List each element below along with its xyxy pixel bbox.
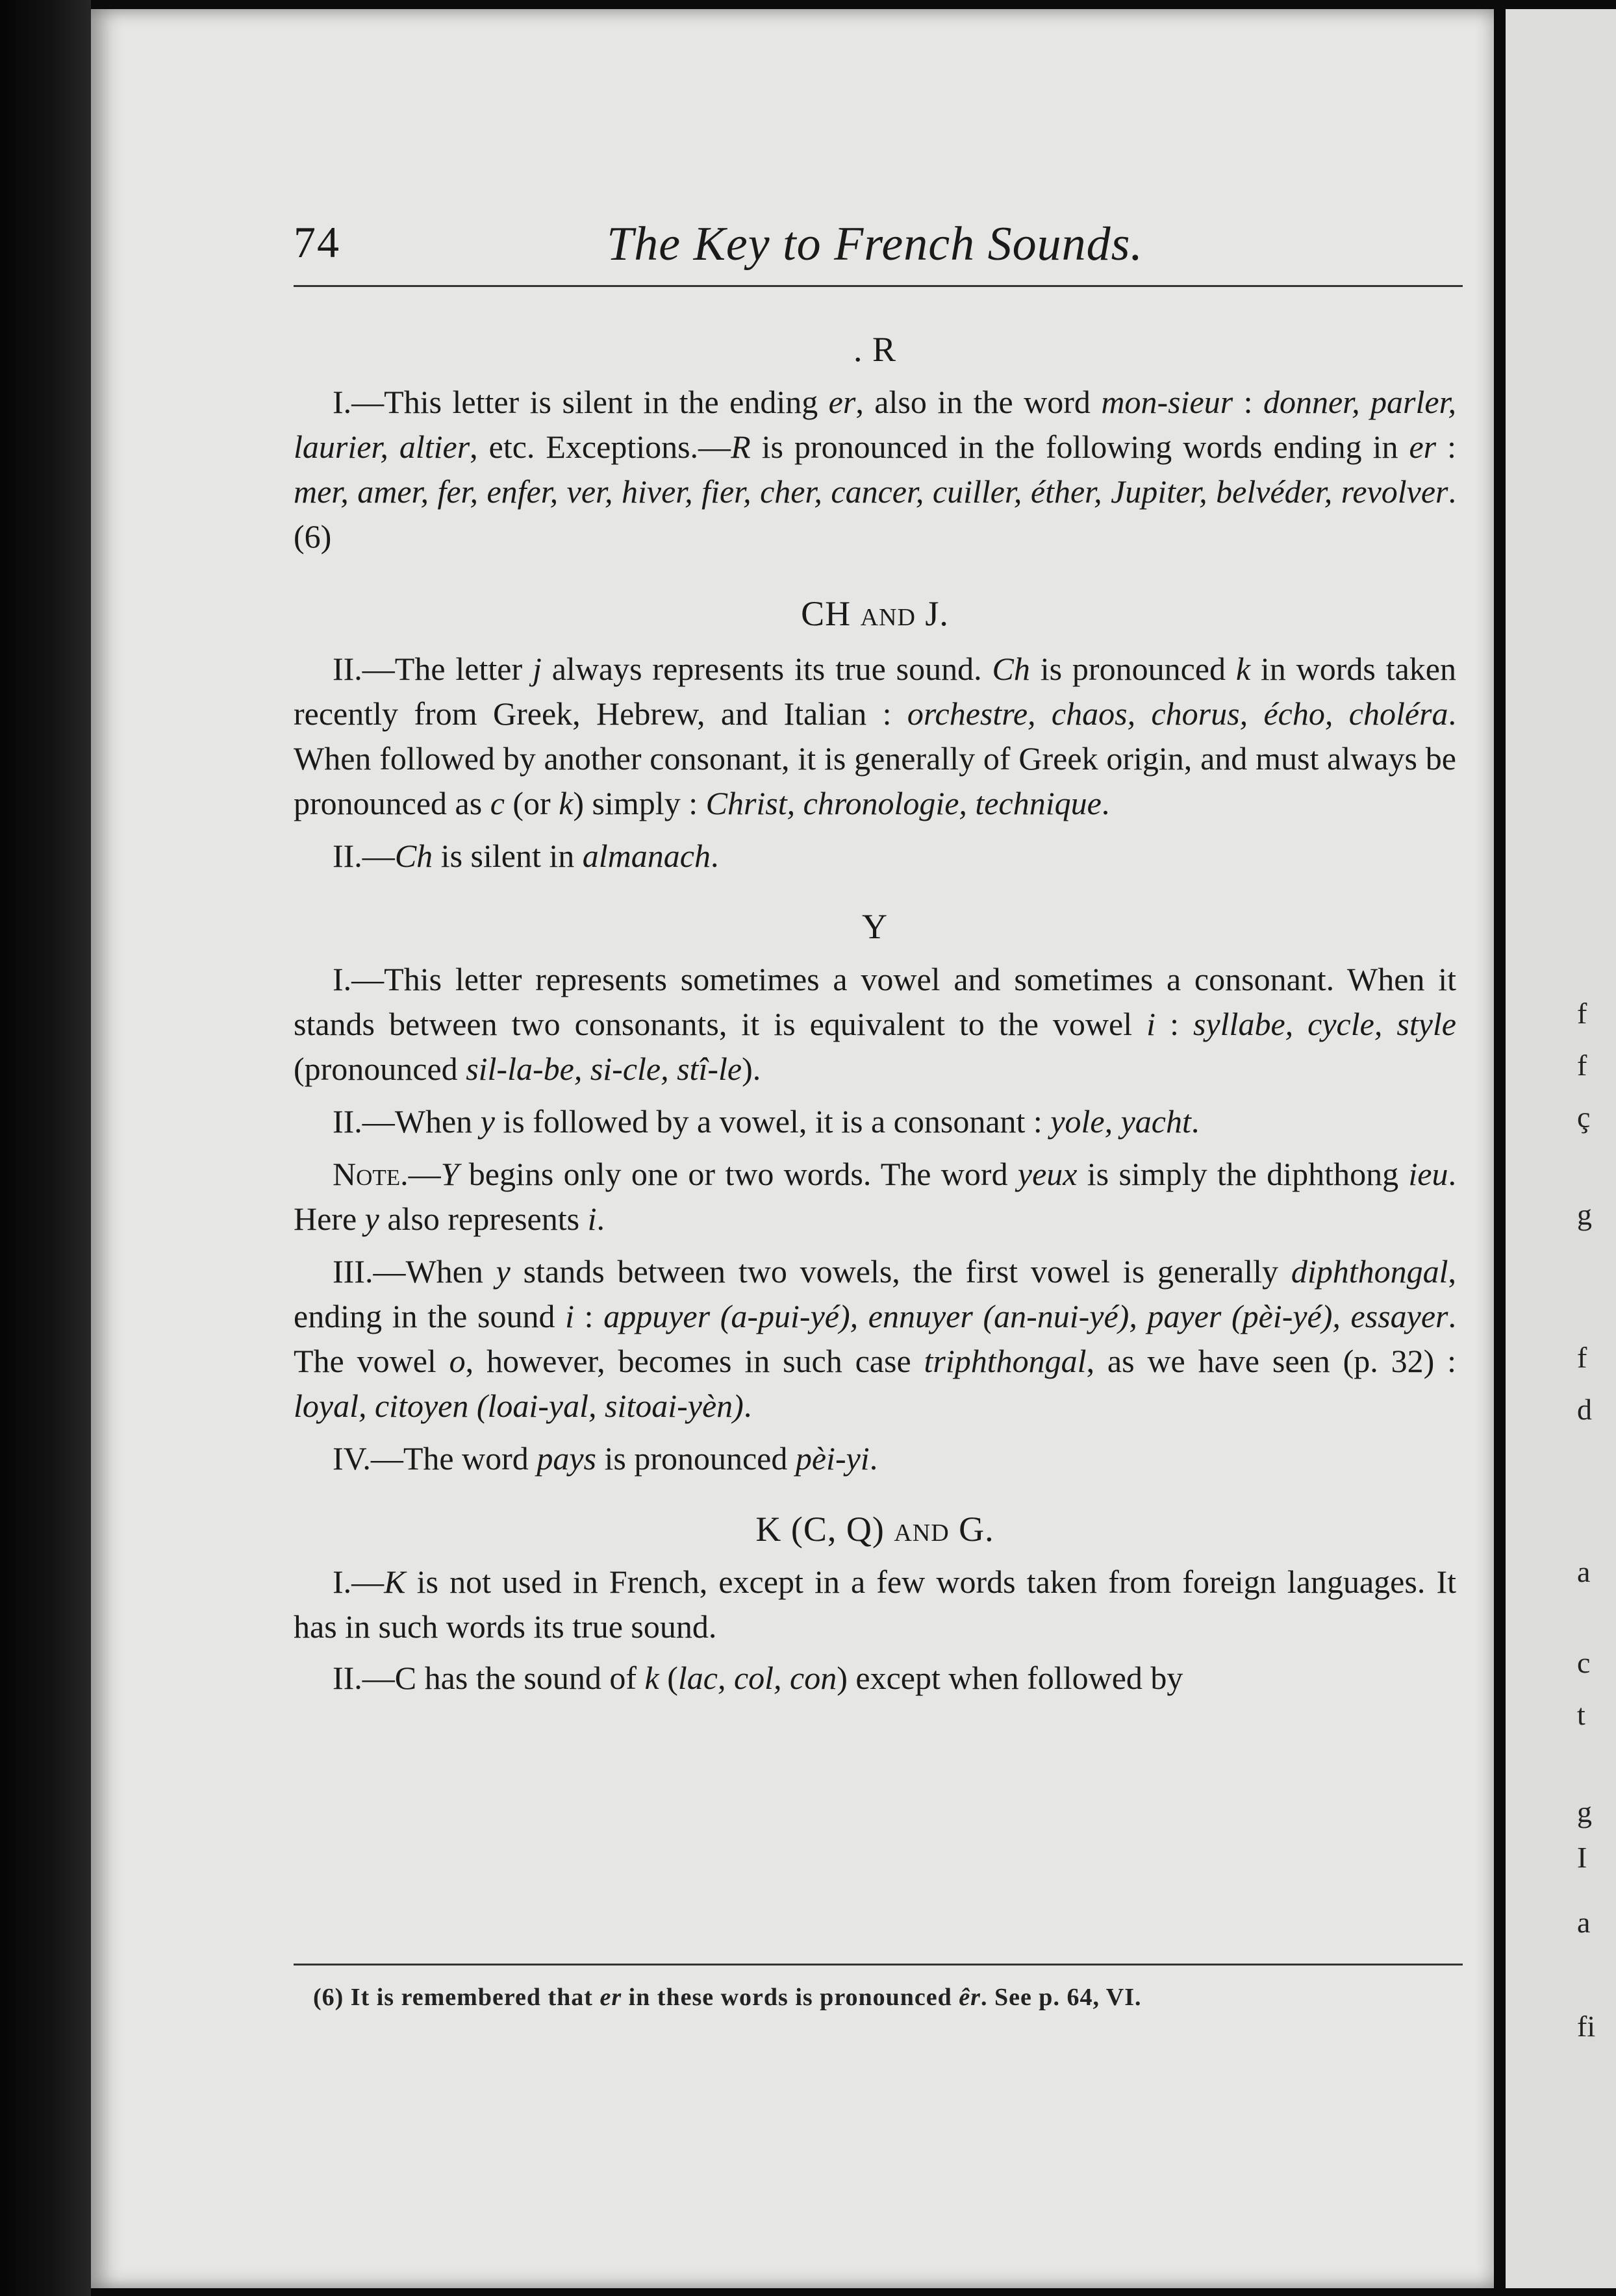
- paragraph-y-note: [294, 1152, 1456, 1242]
- italic-text: Christ, chronologie, technique: [705, 785, 1102, 821]
- paragraph-y-3: [294, 1249, 1456, 1429]
- italic-text: donner, parler, laurier, altier: [294, 384, 1456, 465]
- italic-text: k: [644, 1660, 659, 1696]
- text-run: .: [1191, 1103, 1200, 1140]
- text-run: (or: [504, 785, 559, 821]
- text-run: I.—: [333, 1564, 385, 1600]
- section-heading-k: [294, 1507, 1456, 1552]
- text-run: , ending in the sound: [294, 1253, 1457, 1334]
- adjacent-page-fragment: a: [1577, 1555, 1591, 1588]
- text-run: IV.—The word: [333, 1440, 537, 1477]
- text-run: is pronounced: [596, 1440, 796, 1477]
- text-run: ).: [742, 1051, 761, 1087]
- page-number: 74: [294, 218, 340, 267]
- text-run: . The vowel: [294, 1298, 1456, 1379]
- text-run: always represents its true sound.: [541, 651, 992, 687]
- italic-text: pays: [537, 1440, 596, 1477]
- text-run: is pronounced: [1029, 651, 1236, 687]
- text-run: :: [574, 1298, 604, 1334]
- section-heading-r: . R: [853, 330, 897, 369]
- adjacent-page-fragment: t: [1577, 1698, 1585, 1731]
- heading-ch-end: J.: [925, 594, 949, 633]
- text-run: —: [408, 1156, 441, 1192]
- text-run: . When followed by another consonant, it is generally of Greek origin, and must always be pronounced as: [294, 695, 1456, 821]
- italic-text: o: [449, 1343, 466, 1379]
- italic-text: yole, yacht: [1050, 1103, 1191, 1140]
- text-run: :: [1155, 1006, 1194, 1042]
- paragraph-ch-2: [294, 834, 1456, 879]
- italic-text: mon-sieur: [1101, 384, 1233, 420]
- paragraph-r-1: [294, 380, 1456, 559]
- text-run: .: [869, 1440, 878, 1477]
- italic-text: diphthongal: [1291, 1253, 1448, 1290]
- text-run: . See p. 64, VI.: [980, 1984, 1142, 2011]
- note-text: [294, 1156, 1456, 1237]
- text-run: is followed by a vowel, it is a consonant :: [494, 1103, 1051, 1140]
- italic-text: K: [384, 1564, 406, 1600]
- note-label: Note.: [333, 1156, 409, 1192]
- book-page: [91, 9, 1494, 2288]
- italic-text: k: [559, 785, 574, 821]
- text-run: is silent in: [433, 838, 583, 874]
- section-heading-ch: [294, 592, 1456, 636]
- italic-text: Y: [440, 1156, 459, 1192]
- italic-text: ieu: [1408, 1156, 1448, 1192]
- italic-text: Ch: [992, 651, 1030, 687]
- italic-text: er: [1409, 429, 1437, 465]
- italic-text: êr: [959, 1984, 981, 2011]
- heading-k-end: G.: [959, 1510, 994, 1549]
- adjacent-page-fragment: I: [1577, 1841, 1587, 1874]
- text-run: , however, becomes in such case: [465, 1343, 924, 1379]
- adjacent-page-fragment: g: [1577, 1795, 1592, 1828]
- italic-text: y: [480, 1103, 495, 1140]
- italic-text: R: [731, 429, 751, 465]
- adjacent-page-fragment: a: [1577, 1906, 1591, 1939]
- italic-text: y: [364, 1201, 379, 1237]
- italic-text: c: [490, 785, 505, 821]
- heading-ch-main: CH: [801, 594, 852, 633]
- heading-ch-and: and: [860, 594, 916, 633]
- paragraph-y-1: [294, 957, 1456, 1092]
- body-text: [294, 327, 1456, 1701]
- text-run: ) except when followed by: [837, 1660, 1183, 1696]
- running-title: The Key to French Sounds.: [607, 218, 1143, 271]
- italic-text: er: [828, 384, 856, 420]
- italic-text: pèi-yi: [795, 1440, 870, 1477]
- text-run: , as we have seen (p. 32) :: [1086, 1343, 1457, 1379]
- paragraph-k-2: [294, 1656, 1456, 1701]
- text-run: also represents: [379, 1201, 588, 1237]
- text-run: ) simply :: [573, 785, 706, 821]
- text-run: :: [1436, 429, 1456, 465]
- adjacent-page-fragment: c: [1577, 1646, 1591, 1679]
- adjacent-page-fragment: f: [1577, 997, 1587, 1030]
- italic-text: yeux: [1017, 1156, 1078, 1192]
- text-run: is pronounced in the following words ending in: [750, 429, 1409, 465]
- italic-text: y: [496, 1253, 511, 1290]
- adjacent-page-fragment: f: [1577, 1049, 1587, 1082]
- text-run: , also in the word: [855, 384, 1102, 420]
- italic-text: Ch: [394, 838, 433, 874]
- italic-text: i: [587, 1201, 597, 1237]
- heading-k-and: and: [894, 1510, 950, 1549]
- text-run: .: [710, 838, 719, 874]
- scan-left-edge: [0, 0, 91, 2296]
- text-run: in words taken recently from Greek, Hebrew, and Italian :: [294, 651, 1456, 732]
- text-run: begins only one or two words. The word: [459, 1156, 1018, 1192]
- adjacent-page-edge: [1506, 9, 1616, 2288]
- adjacent-page-fragment: g: [1577, 1198, 1592, 1231]
- italic-text: appuyer (a-pui-yé), ennuyer (an-nui-yé), payer (pèi-yé), essayer: [603, 1298, 1448, 1334]
- italic-text: almanach: [582, 838, 711, 874]
- text-run: (6) It is remembered that: [313, 1984, 600, 2011]
- italic-text: lac, col, con: [677, 1660, 837, 1696]
- italic-text: triphthongal: [924, 1343, 1087, 1379]
- text-run: .: [743, 1388, 752, 1424]
- paragraph-ch-1: [294, 647, 1456, 826]
- text-run: (: [659, 1660, 678, 1696]
- text-run: (pronounced: [294, 1051, 466, 1087]
- header-rule: [294, 285, 1463, 287]
- italic-text: j: [532, 651, 542, 687]
- text-run: in these words is pronounced: [622, 1984, 959, 2011]
- text-run: II.—: [333, 838, 395, 874]
- text-run: II.—C has the sound of: [333, 1660, 645, 1696]
- adjacent-page-fragment: f: [1577, 1341, 1587, 1374]
- text-run: I.—This letter is silent in the ending: [333, 384, 829, 420]
- italic-text: i: [565, 1298, 575, 1334]
- text-run: II.—When: [333, 1103, 481, 1140]
- adjacent-page-fragment: fi: [1577, 2010, 1596, 2043]
- italic-text: er: [600, 1984, 622, 2011]
- text-run: is simply the diphthong: [1077, 1156, 1409, 1192]
- text-run: . Here: [294, 1156, 1456, 1237]
- paragraph-y-4: [294, 1436, 1456, 1481]
- adjacent-page-fragment: ç: [1577, 1101, 1591, 1134]
- italic-text: loyal, citoyen (loai-yal, sitoai-yèn): [294, 1388, 744, 1424]
- italic-text: sil-la-be, si-cle, stî-le: [466, 1051, 742, 1087]
- text-run: stands between two vowels, the first vowel is generally: [510, 1253, 1291, 1290]
- text-run: .: [596, 1201, 605, 1237]
- italic-text: k: [1235, 651, 1251, 687]
- page-header: [294, 204, 1456, 269]
- text-run: I.—This letter represents sometimes a vowel and sometimes a consonant. When it stands between two consonants, it is equivalent to the vowel: [294, 961, 1456, 1042]
- footnote: [294, 1983, 1476, 2012]
- italic-text: mer, amer, fer, enfer, ver, hiver, fier, cher, cancer, cuiller, éther, Jupiter, belvéder, revolver: [294, 473, 1448, 510]
- text-run: :: [1233, 384, 1263, 420]
- italic-text: orchestre, chaos, chorus, écho, choléra: [907, 695, 1448, 732]
- italic-text: i: [1146, 1006, 1156, 1042]
- text-run: .: [1101, 785, 1110, 821]
- footnote-rule: [294, 1964, 1463, 1965]
- paragraph-y-2: [294, 1099, 1456, 1144]
- heading-k-main: K (C, Q): [755, 1510, 885, 1549]
- text-run: , etc. Exceptions.—: [470, 429, 731, 465]
- section-heading-y: Y: [862, 907, 888, 946]
- text-run: II.—The letter: [333, 651, 533, 687]
- italic-text: syllabe, cycle, style: [1193, 1006, 1456, 1042]
- adjacent-page-fragment: d: [1577, 1393, 1592, 1426]
- text-run: III.—When: [333, 1253, 496, 1290]
- paragraph-k-1: [294, 1560, 1456, 1649]
- text-run: . (6): [294, 473, 1456, 555]
- text-run: is not used in French, except in a few words taken from foreign languages. It has in such words its true sound.: [294, 1564, 1456, 1645]
